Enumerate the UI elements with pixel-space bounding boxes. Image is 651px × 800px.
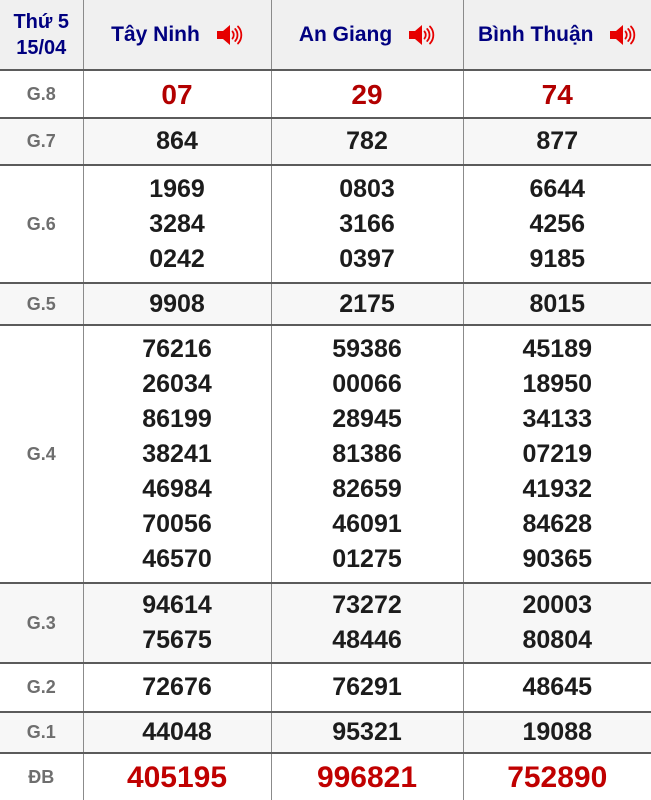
- prize-number: 9908: [149, 289, 205, 318]
- prize-number: 0397: [339, 244, 395, 273]
- prize-number: 9185: [529, 244, 586, 273]
- prize-number: 0803: [339, 174, 395, 203]
- prize-number: 48446: [332, 626, 402, 654]
- prize-number: 996821: [316, 760, 418, 794]
- prize-number: 95321: [332, 718, 402, 746]
- prize-number: 46570: [142, 544, 212, 573]
- column-header-an-giang: [271, 0, 463, 70]
- prize-number: 20003: [522, 591, 593, 619]
- prize-number: 405195: [126, 760, 228, 794]
- prize-number: 41932: [522, 474, 593, 503]
- prize-number: 76291: [332, 673, 402, 701]
- province-name: Bình Thuận: [478, 22, 594, 46]
- prize-number: 877: [536, 127, 579, 155]
- prize-number: 84628: [522, 509, 593, 538]
- speaker-icon[interactable]: [609, 23, 636, 47]
- table-row-g7: [0, 118, 651, 165]
- table-row-g1: [0, 712, 651, 753]
- table-row-g3: [0, 583, 651, 663]
- prize-label: G.8: [26, 83, 56, 104]
- prize-label: G.3: [26, 612, 56, 633]
- draw-date-label: 15/04: [16, 36, 67, 59]
- prize-number: 3166: [339, 209, 395, 238]
- prize-number: 26034: [142, 369, 212, 398]
- prize-label: G.7: [26, 131, 56, 151]
- prize-number: 48645: [522, 673, 593, 701]
- prize-label: G.5: [26, 293, 56, 314]
- prize-number: 73272: [332, 591, 402, 619]
- table-row-g8: [0, 70, 651, 118]
- prize-number: 46091: [332, 509, 402, 538]
- prize-number: 6644: [529, 174, 586, 203]
- prize-number: 782: [346, 127, 388, 155]
- prize-number: 94614: [142, 591, 212, 619]
- prize-number: 8015: [529, 289, 586, 318]
- prize-number: 28945: [332, 404, 402, 433]
- prize-number: 59386: [332, 334, 402, 363]
- prize-number: 82659: [332, 474, 402, 503]
- prize-label: G.4: [26, 443, 56, 464]
- prize-number: 00066: [332, 369, 402, 398]
- prize-number: 18950: [522, 369, 593, 398]
- table-row-g4: [0, 325, 651, 583]
- prize-number: 76216: [142, 334, 212, 363]
- prize-number: 752890: [507, 760, 608, 794]
- prize-number: 4256: [529, 209, 586, 238]
- table-row-g5: [0, 283, 651, 325]
- prize-number: 0242: [149, 244, 205, 273]
- speaker-icon[interactable]: [408, 23, 435, 47]
- prize-number: 07: [161, 78, 193, 110]
- prize-number: 44048: [142, 718, 212, 746]
- column-header-binh-thuan: [463, 0, 651, 70]
- prize-number: 46984: [142, 474, 212, 503]
- prize-number: 80804: [522, 626, 593, 654]
- prize-number: 75675: [142, 626, 212, 654]
- column-header-tay-ninh: [83, 0, 271, 70]
- prize-label: G.2: [26, 677, 56, 697]
- prize-number: 90365: [522, 544, 593, 573]
- table-row-g2: [0, 663, 651, 712]
- prize-number: 29: [351, 78, 383, 110]
- province-name: Tây Ninh: [111, 22, 200, 46]
- province-name: An Giang: [298, 22, 393, 46]
- prize-number: 72676: [142, 673, 212, 701]
- prize-number: 81386: [332, 439, 402, 468]
- table-row-db: [0, 753, 651, 800]
- prize-number: 70056: [142, 509, 212, 538]
- table-row-g6: [0, 165, 651, 283]
- prize-label: G.1: [26, 722, 56, 742]
- draw-date: [0, 0, 83, 70]
- prize-number: 45189: [522, 334, 593, 363]
- prize-number: 86199: [142, 404, 212, 433]
- prize-label: G.6: [26, 213, 56, 234]
- prize-number: 38241: [142, 439, 212, 468]
- prize-number: 01275: [332, 544, 402, 573]
- prize-label: ĐB: [28, 766, 55, 787]
- prize-number: 74: [541, 78, 573, 110]
- speaker-icon[interactable]: [216, 23, 243, 47]
- prize-number: 864: [156, 127, 198, 155]
- prize-number: 07219: [522, 439, 593, 468]
- prize-number: 19088: [522, 718, 593, 746]
- prize-number: 3284: [149, 209, 205, 238]
- table-header-row: [0, 0, 651, 70]
- prize-number: 2175: [339, 289, 395, 318]
- draw-day-label: Thứ 5: [13, 10, 70, 33]
- prize-number: 34133: [522, 404, 593, 433]
- prize-number: 1969: [149, 174, 205, 203]
